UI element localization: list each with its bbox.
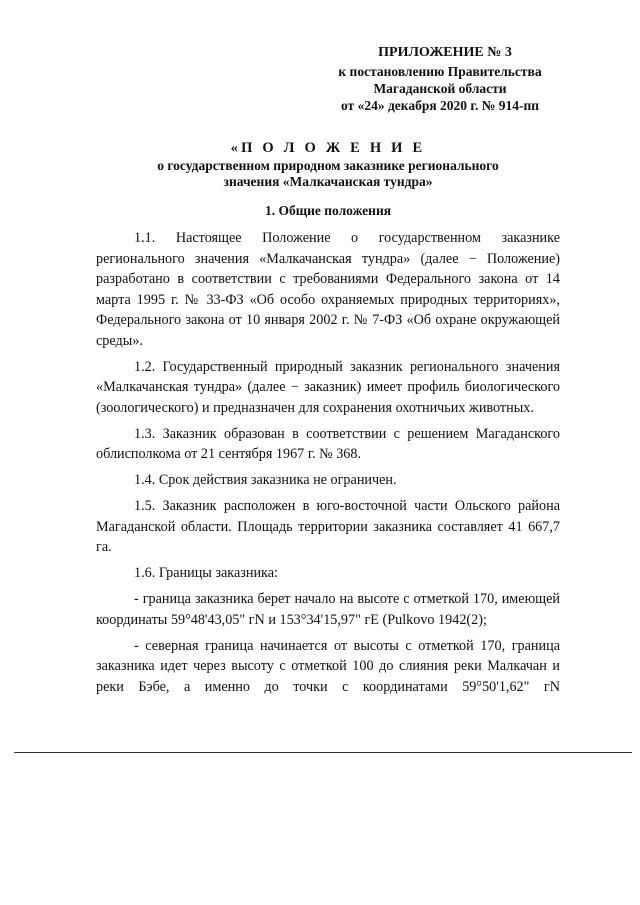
paragraph: 1.5. Заказник расположен в юго-восточной части Ольского района Магаданской области. Площадь территории заказника составляет 41 667,7 га.	[96, 498, 560, 555]
paragraph: 1.6. Границы заказника:	[134, 565, 278, 581]
document-subtitle: значения «Малкачанская тундра»	[223, 174, 433, 189]
paragraph: - северная граница начинается от высоты с отметкой 170, граница заказника идет через высоту с отметкой 100 до слияния реки Малкачан и реки Бэбе, а именно до точки с координатами 59°50'1,62" гN	[96, 637, 560, 695]
appendix-line: к постановлению Правительства	[338, 64, 542, 79]
appendix-header	[300, 44, 580, 114]
paragraph: 1.3. Заказник образован в соответствии с решением Магаданского облисполкома от 21 сентября 1967 г. № 368.	[96, 425, 560, 462]
document-heading	[96, 140, 560, 191]
paragraph: 1.2. Государственный природный заказник регионального значения «Малкачанская тундра» (далее − заказник) имеет профиль биологического (зоологического) и предназначен для сохранения охотничьих животных.	[96, 358, 560, 416]
document-body	[96, 228, 560, 703]
paragraph: 1.1. Настоящее Положение о государственном заказнике регионального значения «Малкачанская тундра» (далее − Положение) разработано в соответствии с требованиями Федерального закона от 14 марта 1995 г. № 33-ФЗ «Об особо охраняемых природных территориях», Федерального закона от 10 января 2002 г. № 7-ФЗ «Об охране окружающей среды».	[96, 230, 560, 349]
paragraph: 1.4. Срок действия заказника не ограничен.	[134, 472, 397, 488]
appendix-line: Магаданской области	[373, 81, 507, 96]
section-title: 1. Общие положения	[264, 203, 392, 218]
paragraph: - граница заказника берет начало на высоте с отметкой 170, имеющей координаты 59°48'43,05" гN и 153°34'15,97" гE (Pulkovo 1942(2);	[96, 591, 560, 628]
document-title: «П О Л О Ж Е Н И Е	[230, 140, 426, 156]
page-bottom-rule	[14, 752, 632, 753]
appendix-line: от «24» декабря 2020 г. № 914-пп	[340, 98, 539, 113]
document-subtitle: о государственном природном заказнике регионального	[157, 157, 499, 173]
appendix-title: ПРИЛОЖЕНИЕ № 3	[378, 45, 512, 60]
